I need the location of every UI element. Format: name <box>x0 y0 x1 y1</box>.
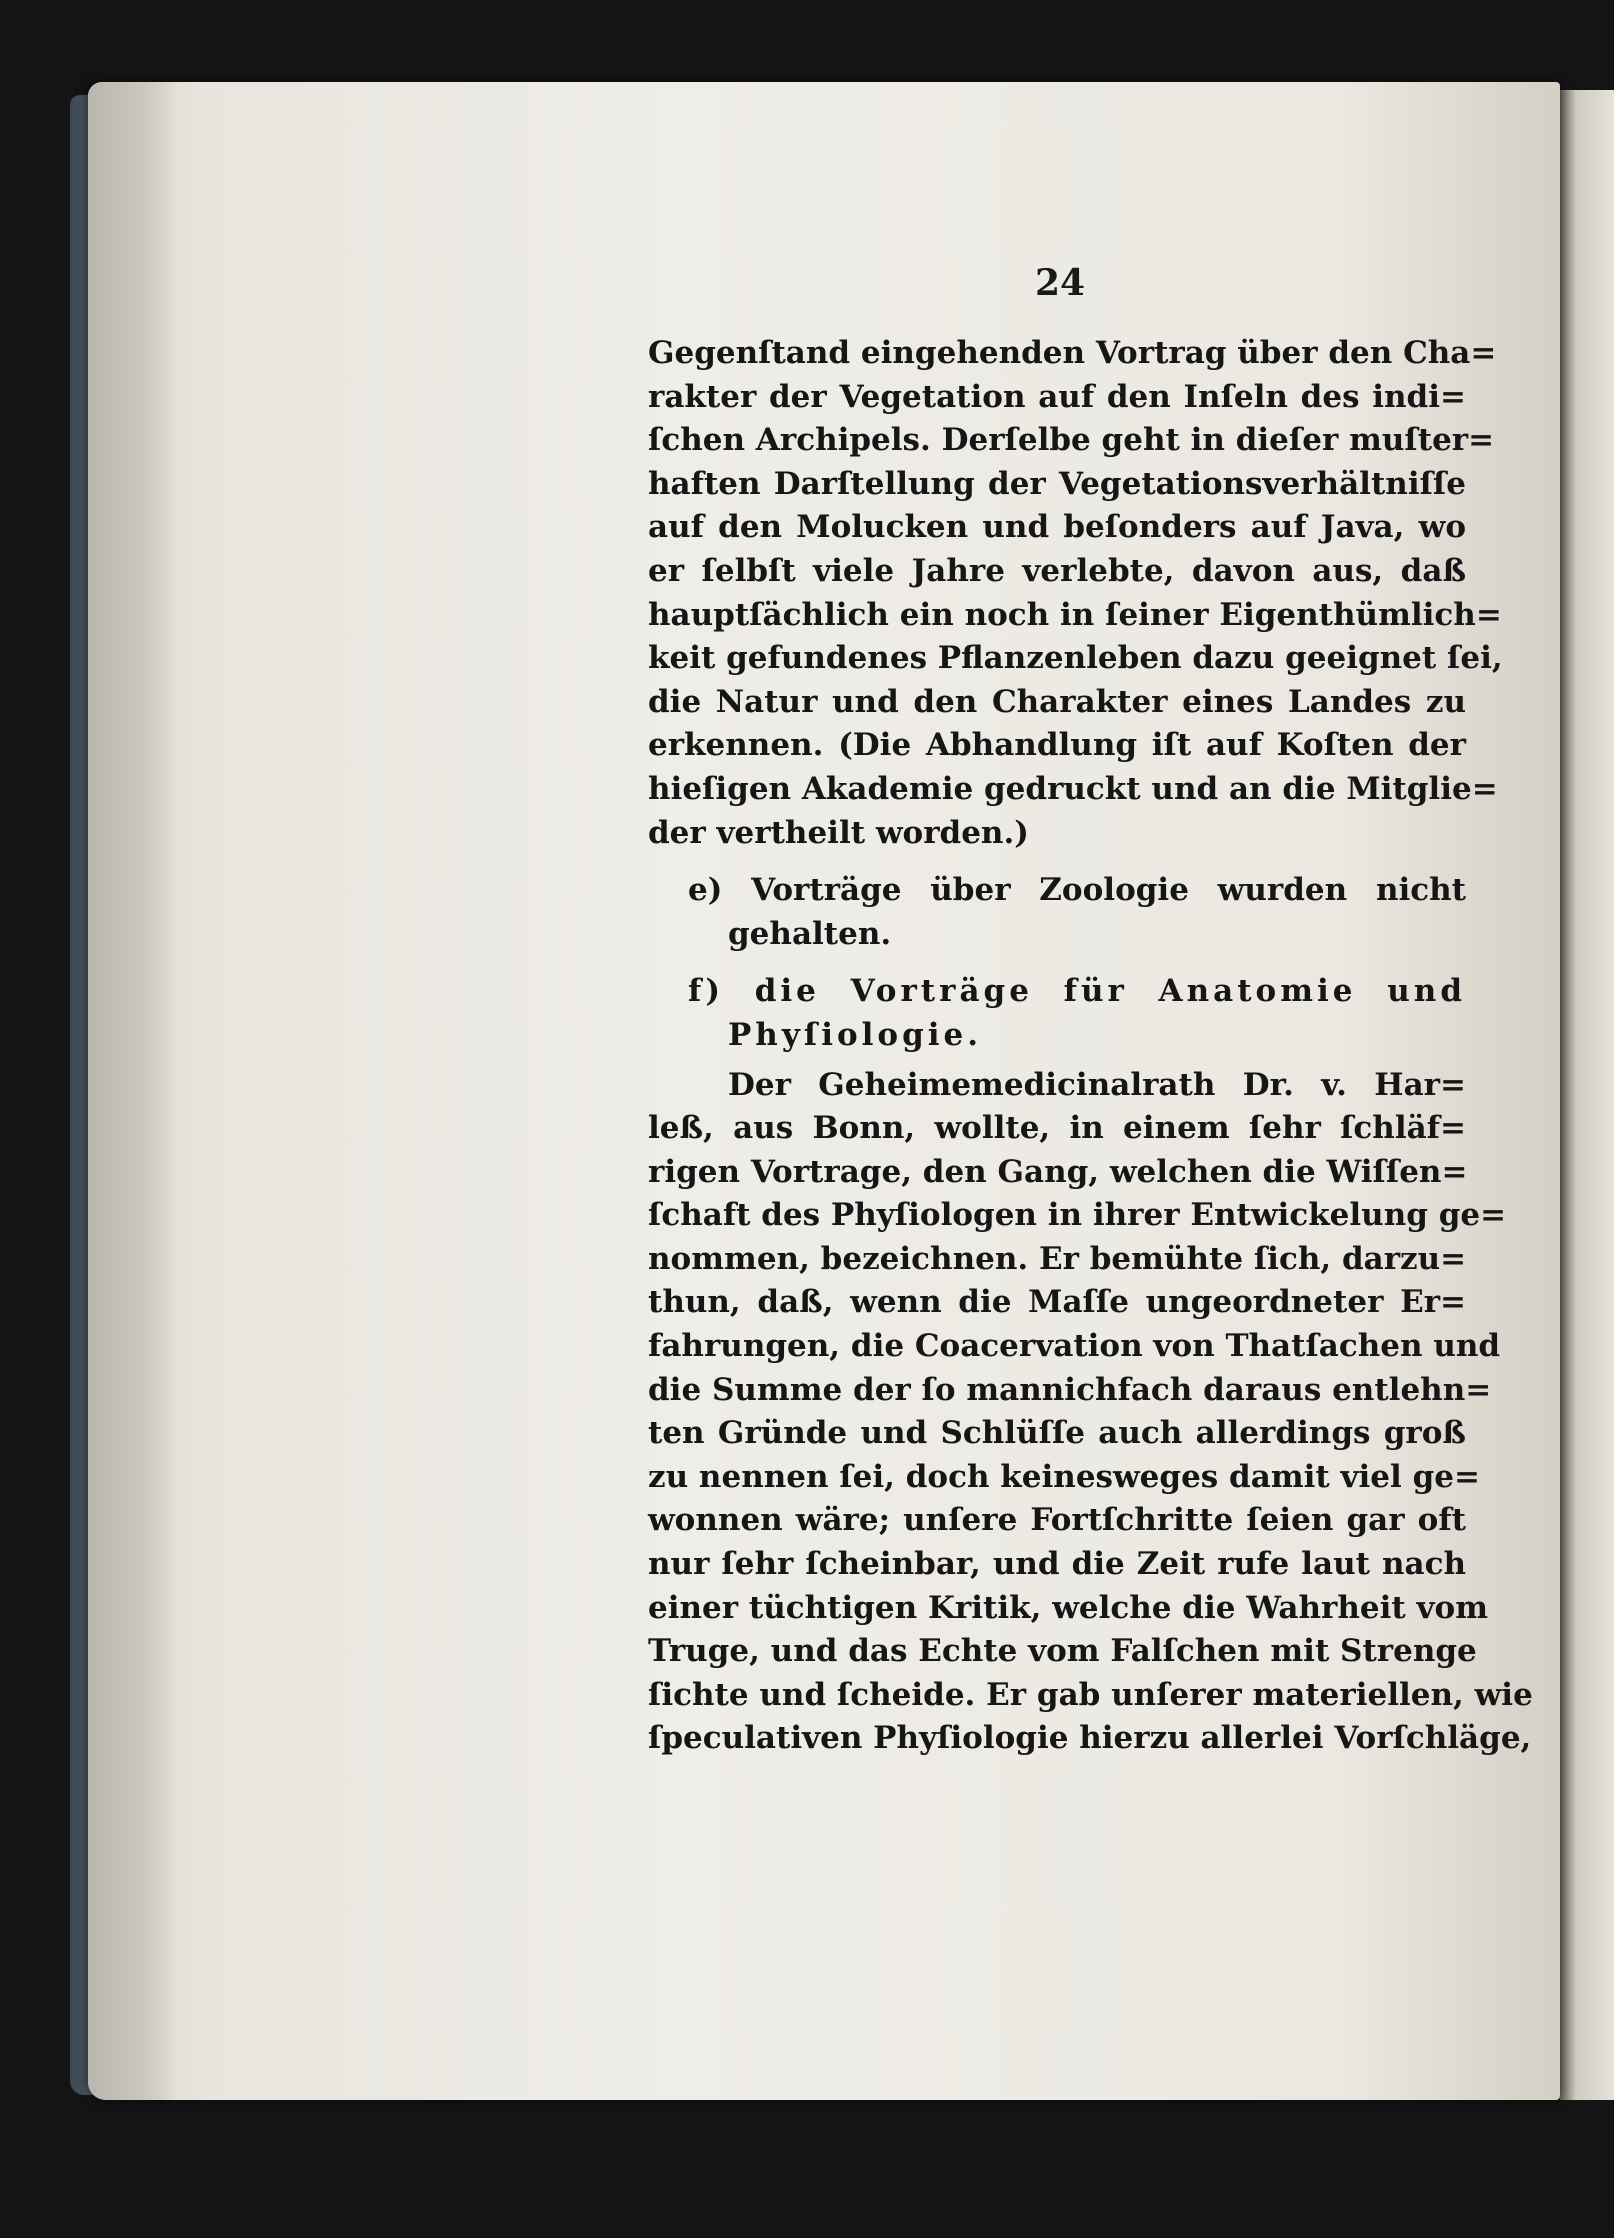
text-line: haften Darſtellung der Vegetationsverhältniſſe <box>648 465 1466 502</box>
section-heading-e: e) Vorträge über Zoologie wurden nicht <box>688 872 1466 909</box>
paragraph-start: Der Geheimemedicinalrath Dr. v. Har= <box>728 1066 1466 1103</box>
text-line: hauptſächlich ein noch in ſeiner Eigenthümlich= <box>648 596 1502 633</box>
text-line: der vertheilt worden.) <box>648 814 1029 851</box>
text-line: rigen Vortrage, den Gang, welchen die Wiſſen= <box>648 1153 1468 1190</box>
text-line: nur ſehr ſcheinbar, und die Zeit rufe laut nach <box>648 1546 1466 1583</box>
section-heading-f: f) die Vorträge für Anatomie und <box>688 973 1466 1010</box>
text-line: einer tüchtigen Kritik, welche die Wahrheit vom <box>648 1589 1488 1626</box>
text-line: ten Gründe und Schlüſſe auch allerdings groß <box>648 1415 1466 1452</box>
text-line: die Summe der ſo mannichfach daraus entlehn= <box>648 1371 1492 1408</box>
text-line: leß, aus Bonn, wollte, in einem ſehr ſchläf= <box>648 1110 1466 1147</box>
text-line: erkennen. (Die Abhandlung iſt auf Koſten der <box>648 727 1466 764</box>
text-line: hieſigen Akademie gedruckt und an die Mitglie= <box>648 770 1498 807</box>
text-line: Gegenſtand eingehenden Vortrag über den Cha= <box>648 335 1497 371</box>
text-line: thun, daß, wenn die Maſſe ungeordneter Er= <box>648 1284 1466 1321</box>
text-line: auf den Molucken und beſonders auf Java, wo <box>648 509 1466 546</box>
text-line: keit gefundenes Pflanzenleben dazu geeignet ſei, <box>648 640 1503 677</box>
text-line: rakter der Vegetation auf den Inſeln des indi= <box>648 378 1466 415</box>
text-line: ſichte und ſcheide. Er gab unſerer materiellen, wie <box>648 1676 1533 1713</box>
text-line: ſpeculativen Phyſiologie hierzu allerlei Vorſchläge, <box>648 1720 1532 1757</box>
text-line: er ſelbſt viele Jahre verlebte, davon aus, daß <box>648 552 1466 589</box>
page-number: 24 <box>1034 262 1086 304</box>
text-line: die Natur und den Charakter eines Landes zu <box>648 683 1466 720</box>
text-line: Truge, und das Echte vom Falſchen mit Strenge <box>648 1633 1477 1670</box>
text-line: ſchen Archipels. Derſelbe geht in dieſer muſter= <box>648 422 1495 459</box>
section-heading-f-cont: Phyſiologie. <box>728 1016 983 1053</box>
next-page-edge <box>1560 90 1614 2100</box>
text-line: zu nennen ſei, doch keinesweges damit viel ge= <box>648 1458 1480 1495</box>
page-body <box>648 332 1533 1761</box>
text-line: nommen, bezeichnen. Er bemühte ſich, darzu= <box>648 1240 1467 1277</box>
text-line: gehalten. <box>728 915 892 952</box>
text-line: ſchaft des Phyſiologen in ihrer Entwickelung ge= <box>648 1197 1507 1234</box>
text-line: wonnen wäre; unſere Fortſchritte ſeien gar oft <box>648 1502 1466 1539</box>
text-line: fahrungen, die Coacervation von Thatſachen und <box>648 1328 1501 1365</box>
